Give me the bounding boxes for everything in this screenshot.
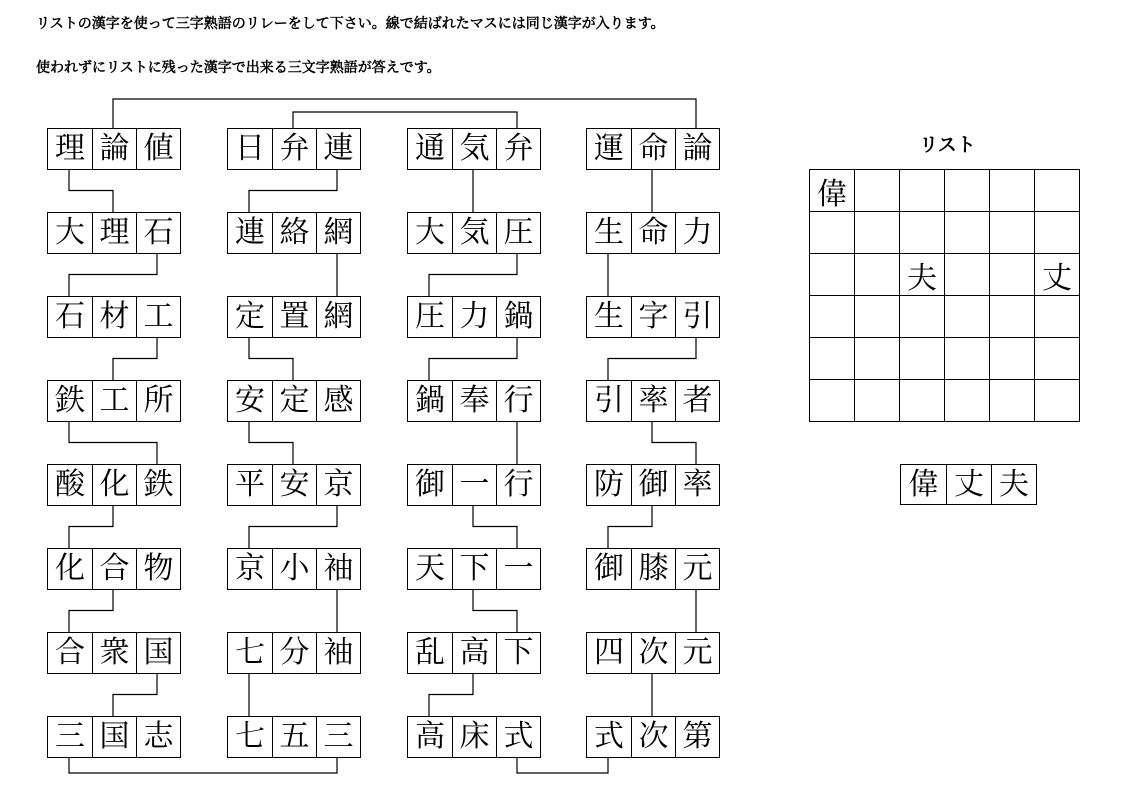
kanji-cell[interactable]: 論 bbox=[675, 129, 719, 169]
kanji-cell[interactable]: 物 bbox=[136, 549, 180, 589]
kanji-cell[interactable]: 置 bbox=[272, 297, 316, 337]
kanji-cell[interactable]: 三 bbox=[55, 719, 85, 754]
kanji-cell[interactable]: 分 bbox=[272, 633, 316, 673]
kanji-cell[interactable]: 五 bbox=[272, 717, 316, 757]
word-box bbox=[586, 464, 720, 506]
list-cell[interactable] bbox=[855, 212, 900, 254]
kanji-cell[interactable]: 平 bbox=[235, 467, 265, 502]
word-box bbox=[227, 716, 361, 758]
word-box bbox=[407, 464, 541, 506]
kanji-cell[interactable]: 生 bbox=[594, 299, 624, 334]
kanji-cell[interactable]: 者 bbox=[675, 381, 719, 421]
list-cell[interactable] bbox=[1035, 170, 1080, 212]
list-cell[interactable] bbox=[990, 170, 1035, 212]
list-cell[interactable] bbox=[855, 338, 900, 380]
list-cell[interactable] bbox=[855, 254, 900, 296]
list-cell[interactable] bbox=[1035, 380, 1080, 422]
kanji-cell[interactable]: 運 bbox=[594, 131, 624, 166]
kanji-cell[interactable]: 率 bbox=[631, 381, 675, 421]
kanji-cell[interactable]: 第 bbox=[675, 717, 719, 757]
kanji-cell[interactable]: 安 bbox=[272, 465, 316, 505]
word-box bbox=[586, 296, 720, 338]
word-box bbox=[586, 212, 720, 254]
kanji-cell[interactable]: 四 bbox=[594, 635, 624, 670]
list-cell[interactable] bbox=[810, 380, 855, 422]
word-box bbox=[407, 212, 541, 254]
connector-line bbox=[517, 757, 608, 773]
list-cell[interactable] bbox=[1035, 212, 1080, 254]
kanji-cell[interactable]: 一 bbox=[452, 465, 496, 505]
kanji-cell[interactable]: 論 bbox=[92, 129, 136, 169]
word-box bbox=[47, 632, 181, 674]
word-box bbox=[407, 548, 541, 590]
list-cell[interactable] bbox=[990, 296, 1035, 338]
connector-line bbox=[69, 253, 157, 296]
connector-line bbox=[113, 337, 157, 380]
kanji-cell[interactable]: 行 bbox=[496, 381, 540, 421]
instruction-line-1: リストの漢字を使って三字熟語のリレーをして下さい。線で結ばれたマスには同じ漢字が入ります。 bbox=[36, 16, 665, 32]
connector-line bbox=[473, 589, 517, 632]
list-cell[interactable] bbox=[945, 296, 990, 338]
list-cell[interactable] bbox=[990, 380, 1035, 422]
kanji-cell[interactable]: 京 bbox=[316, 465, 360, 505]
kanji-cell[interactable]: 元 bbox=[675, 633, 719, 673]
kanji-cell[interactable]: 鍋 bbox=[496, 297, 540, 337]
kanji-cell[interactable]: 袖 bbox=[316, 633, 360, 673]
word-box bbox=[586, 548, 720, 590]
word-box bbox=[47, 548, 181, 590]
kanji-cell[interactable]: 力 bbox=[675, 213, 719, 253]
kanji-cell[interactable]: 乱 bbox=[415, 635, 445, 670]
kanji-cell[interactable]: 大 bbox=[55, 215, 85, 250]
kanji-cell[interactable]: 志 bbox=[136, 717, 180, 757]
word-box bbox=[227, 380, 361, 422]
kanji-cell[interactable]: 石 bbox=[136, 213, 180, 253]
list-cell[interactable] bbox=[900, 338, 945, 380]
kanji-cell[interactable]: 圧 bbox=[496, 213, 540, 253]
connector-line bbox=[249, 337, 293, 380]
kanji-cell[interactable]: 行 bbox=[496, 465, 540, 505]
kanji-cell[interactable]: 化 bbox=[92, 465, 136, 505]
kanji-list-grid bbox=[809, 169, 1080, 422]
kanji-cell[interactable]: 一 bbox=[496, 549, 540, 589]
word-box bbox=[586, 128, 720, 170]
kanji-cell[interactable]: 石 bbox=[55, 299, 85, 334]
connector-line bbox=[249, 169, 337, 212]
kanji-cell[interactable]: 定 bbox=[272, 381, 316, 421]
kanji-cell[interactable]: 字 bbox=[631, 297, 675, 337]
word-box bbox=[47, 128, 181, 170]
kanji-cell[interactable]: 防 bbox=[594, 467, 624, 502]
list-cell[interactable] bbox=[900, 212, 945, 254]
kanji-cell[interactable]: 下 bbox=[452, 549, 496, 589]
word-box bbox=[407, 128, 541, 170]
connector-line bbox=[429, 337, 517, 380]
kanji-cell[interactable]: 網 bbox=[316, 297, 360, 337]
kanji-cell[interactable]: 気 bbox=[452, 129, 496, 169]
kanji-cell[interactable]: 鉄 bbox=[55, 383, 85, 418]
list-cell[interactable] bbox=[900, 380, 945, 422]
connector-line bbox=[69, 169, 113, 212]
kanji-cell[interactable]: 材 bbox=[92, 297, 136, 337]
word-box bbox=[407, 296, 541, 338]
list-cell[interactable] bbox=[810, 338, 855, 380]
kanji-cell[interactable]: 圧 bbox=[415, 299, 445, 334]
kanji-cell[interactable]: 御 bbox=[594, 551, 624, 586]
kanji-cell[interactable]: 弁 bbox=[496, 129, 540, 169]
kanji-cell[interactable]: 合 bbox=[55, 635, 85, 670]
kanji-cell[interactable]: 高 bbox=[452, 633, 496, 673]
answer-cell[interactable]: 偉 bbox=[908, 466, 939, 502]
kanji-cell[interactable]: 七 bbox=[235, 719, 265, 754]
kanji-cell[interactable]: 床 bbox=[452, 717, 496, 757]
list-cell[interactable] bbox=[855, 170, 900, 212]
kanji-cell[interactable]: 御 bbox=[631, 465, 675, 505]
kanji-cell[interactable]: 奉 bbox=[452, 381, 496, 421]
kanji-cell[interactable]: 定 bbox=[235, 299, 265, 334]
kanji-cell[interactable]: 理 bbox=[92, 213, 136, 253]
connector-line bbox=[608, 337, 696, 380]
list-cell[interactable] bbox=[855, 296, 900, 338]
list-cell[interactable] bbox=[810, 296, 855, 338]
kanji-cell[interactable]: 元 bbox=[675, 549, 719, 589]
connector-line bbox=[69, 589, 113, 632]
answer-cell[interactable]: 夫 bbox=[991, 465, 1036, 504]
list-cell[interactable]: 偉 bbox=[810, 170, 855, 212]
list-cell[interactable] bbox=[945, 212, 990, 254]
kanji-cell[interactable]: 三 bbox=[316, 717, 360, 757]
word-box bbox=[586, 380, 720, 422]
kanji-cell[interactable]: 引 bbox=[594, 383, 624, 418]
kanji-cell[interactable]: 力 bbox=[452, 297, 496, 337]
list-cell[interactable] bbox=[990, 338, 1035, 380]
connector-line bbox=[249, 505, 337, 548]
list-cell[interactable] bbox=[945, 254, 990, 296]
answer-box bbox=[900, 464, 1037, 505]
kanji-cell[interactable]: 天 bbox=[415, 551, 445, 586]
kanji-cell[interactable]: 命 bbox=[631, 129, 675, 169]
connector-line bbox=[429, 673, 473, 716]
kanji-cell[interactable]: 感 bbox=[316, 381, 360, 421]
kanji-cell[interactable]: 工 bbox=[136, 297, 180, 337]
word-box bbox=[407, 380, 541, 422]
word-box bbox=[407, 716, 541, 758]
word-box bbox=[227, 548, 361, 590]
kanji-cell[interactable]: 鍋 bbox=[415, 383, 445, 418]
word-box bbox=[47, 212, 181, 254]
instruction-line-2: 使われずにリストに残った漢字で出来る三文字熟語が答えです。 bbox=[36, 60, 441, 76]
word-box bbox=[47, 296, 181, 338]
kanji-cell[interactable]: 国 bbox=[136, 633, 180, 673]
kanji-cell[interactable]: 衆 bbox=[92, 633, 136, 673]
kanji-cell[interactable]: 酸 bbox=[55, 467, 85, 502]
connector-line bbox=[113, 673, 157, 716]
list-cell[interactable] bbox=[990, 254, 1035, 296]
list-cell[interactable] bbox=[900, 170, 945, 212]
connector-line bbox=[429, 253, 517, 296]
kanji-cell[interactable]: 次 bbox=[631, 633, 675, 673]
word-box bbox=[586, 632, 720, 674]
connector-line bbox=[69, 421, 157, 464]
list-cell[interactable]: 丈 bbox=[1035, 254, 1080, 296]
kanji-cell[interactable]: 網 bbox=[316, 213, 360, 253]
kanji-cell[interactable]: 高 bbox=[415, 719, 445, 754]
kanji-cell[interactable]: 気 bbox=[452, 213, 496, 253]
word-box bbox=[47, 716, 181, 758]
word-box bbox=[47, 464, 181, 506]
word-box bbox=[227, 464, 361, 506]
kanji-cell[interactable]: 合 bbox=[92, 549, 136, 589]
kanji-cell[interactable]: 次 bbox=[631, 717, 675, 757]
list-cell[interactable] bbox=[945, 380, 990, 422]
kanji-cell[interactable]: 所 bbox=[136, 381, 180, 421]
kanji-cell[interactable]: 安 bbox=[235, 383, 265, 418]
kanji-cell[interactable]: 小 bbox=[272, 549, 316, 589]
kanji-cell[interactable]: 鉄 bbox=[136, 465, 180, 505]
list-cell[interactable] bbox=[990, 212, 1035, 254]
list-cell[interactable] bbox=[855, 380, 900, 422]
list-cell[interactable] bbox=[810, 212, 855, 254]
word-box bbox=[227, 632, 361, 674]
kanji-cell[interactable]: 連 bbox=[235, 215, 265, 250]
kanji-cell[interactable]: 通 bbox=[415, 131, 445, 166]
list-cell[interactable] bbox=[1035, 296, 1080, 338]
connector-line bbox=[69, 757, 337, 773]
kanji-cell[interactable]: 率 bbox=[675, 465, 719, 505]
word-box bbox=[586, 716, 720, 758]
connector-line bbox=[608, 505, 652, 548]
kanji-cell[interactable]: 式 bbox=[594, 719, 624, 754]
kanji-cell[interactable]: 弁 bbox=[272, 129, 316, 169]
list-cell[interactable] bbox=[1035, 338, 1080, 380]
kanji-cell[interactable]: 式 bbox=[496, 717, 540, 757]
kanji-cell[interactable]: 生 bbox=[594, 215, 624, 250]
kanji-cell[interactable]: 御 bbox=[415, 467, 445, 502]
word-box bbox=[227, 128, 361, 170]
list-title: リスト bbox=[919, 134, 976, 156]
list-cell[interactable] bbox=[945, 338, 990, 380]
kanji-cell[interactable]: 国 bbox=[92, 717, 136, 757]
kanji-cell[interactable]: 引 bbox=[675, 297, 719, 337]
connector-line bbox=[113, 99, 696, 128]
word-box bbox=[47, 380, 181, 422]
kanji-cell[interactable]: 理 bbox=[55, 131, 85, 166]
connector-line bbox=[249, 421, 293, 464]
kanji-cell[interactable]: 袖 bbox=[316, 549, 360, 589]
kanji-cell[interactable]: 大 bbox=[415, 215, 445, 250]
word-box bbox=[227, 212, 361, 254]
word-box bbox=[227, 296, 361, 338]
kanji-cell[interactable]: 命 bbox=[631, 213, 675, 253]
kanji-cell[interactable]: 絡 bbox=[272, 213, 316, 253]
kanji-cell[interactable]: 七 bbox=[235, 635, 265, 670]
answer-cell[interactable]: 丈 bbox=[946, 465, 991, 504]
list-cell[interactable] bbox=[945, 170, 990, 212]
connector-line bbox=[69, 505, 113, 548]
kanji-cell[interactable]: 値 bbox=[136, 129, 180, 169]
kanji-cell[interactable]: 工 bbox=[92, 381, 136, 421]
kanji-cell[interactable]: 下 bbox=[496, 633, 540, 673]
list-cell[interactable] bbox=[900, 296, 945, 338]
kanji-cell[interactable]: 連 bbox=[316, 129, 360, 169]
connector-line bbox=[293, 112, 517, 128]
kanji-cell[interactable]: 京 bbox=[235, 551, 265, 586]
word-box bbox=[407, 632, 541, 674]
connector-line bbox=[473, 505, 517, 548]
list-cell[interactable]: 夫 bbox=[900, 254, 945, 296]
kanji-cell[interactable]: 膝 bbox=[631, 549, 675, 589]
kanji-cell[interactable]: 化 bbox=[55, 551, 85, 586]
kanji-cell[interactable]: 日 bbox=[235, 131, 265, 166]
connector-line bbox=[652, 421, 696, 464]
list-cell[interactable] bbox=[810, 254, 855, 296]
